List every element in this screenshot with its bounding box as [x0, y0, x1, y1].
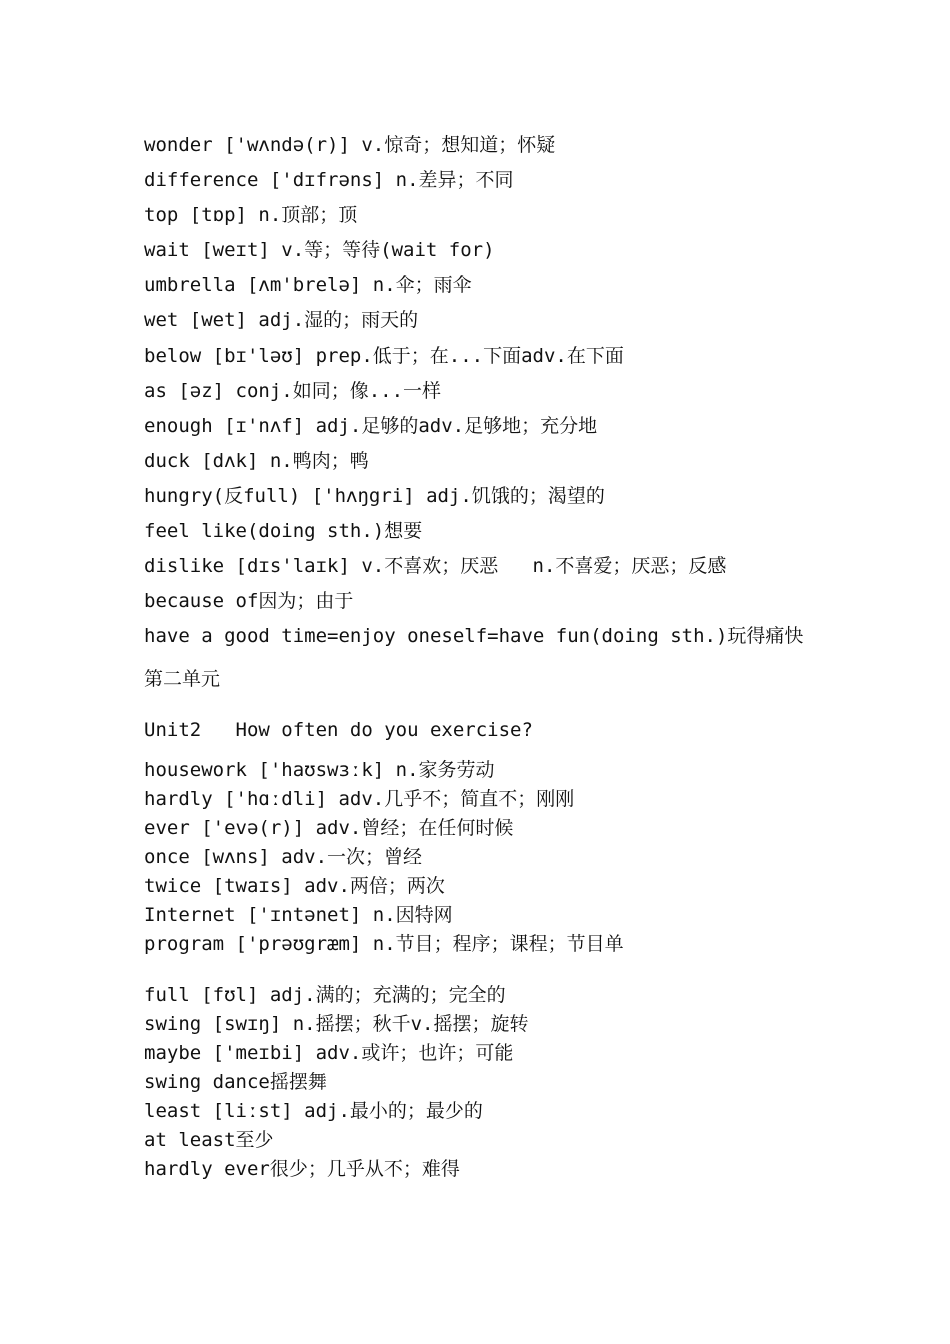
vocab-entry: have a good time=enjoy oneself=have fun(doing sth.)玩得痛快 [144, 625, 804, 648]
vocab-entry: as [əz] conj.如同；像...一样 [144, 379, 442, 402]
vocab-entry: feel like(doing sth.)想要 [144, 520, 423, 543]
vocab-entry: enough [ɪ'nʌf] adj.足够的adv.足够地；充分地 [144, 414, 598, 437]
unit-heading: 第二单元 [144, 668, 221, 691]
vocabulary-section-unit2-part2 [144, 981, 924, 1184]
vocab-entry: umbrella [ʌm'brelə] n.伞；雨伞 [144, 274, 472, 297]
vocab-entry: wonder ['wʌndə(r)] v.惊奇；想知道；怀疑 [144, 134, 556, 156]
vocab-entry: program ['prəʊgræm] n.节目；程序；课程；节目单 [144, 933, 624, 956]
vocab-entry: least [liːst] adj.最小的；最少的 [144, 1100, 483, 1123]
vocab-entry: hardly ['hɑːdli] adv.几乎不；简直不；刚刚 [144, 788, 575, 811]
vocab-entry: dislike [dɪs'laɪk] v.不喜欢；厌恶 n.不喜爱；厌恶；反感 [144, 555, 727, 578]
vocab-entry: Internet ['ɪntənet] n.因特网 [144, 904, 453, 927]
vocab-entry: twice [twaɪs] adv.两倍；两次 [144, 875, 445, 898]
vocab-entry: maybe ['meɪbi] adv.或许；也许；可能 [144, 1042, 514, 1065]
vocab-entry: housework ['haʊswɜːk] n.家务劳动 [144, 759, 495, 782]
vocab-entry: at least至少 [144, 1129, 274, 1152]
vocab-entry: top [tɒp] n.顶部；顶 [144, 204, 358, 227]
unit-title: Unit2 How often do you exercise? [144, 719, 533, 742]
vocab-entry: full [fʊl] adj.满的；充满的；完全的 [144, 984, 506, 1007]
vocab-entry: difference ['dɪfrəns] n.差异；不同 [144, 169, 514, 192]
vocab-entry: wet [wet] adj.湿的；雨天的 [144, 309, 419, 332]
vocabulary-section-unit2-part1 [144, 756, 924, 959]
vocab-entry: because of因为；由于 [144, 590, 354, 613]
paragraph-gap [144, 959, 924, 981]
vocab-entry: once [wʌns] adv.一次；曾经 [144, 846, 423, 869]
vocab-entry: wait [weɪt] v.等；等待(wait for) [144, 239, 495, 262]
vocabulary-section-unit1 [144, 128, 924, 654]
document-page [144, 128, 924, 1184]
vocab-entry: hungry(反full) ['hʌŋgri] adj.饥饿的；渴望的 [144, 484, 605, 507]
vocab-entry: below [bɪ'ləʊ] prep.低于；在...下面adv.在下面 [144, 344, 624, 367]
vocab-entry: ever ['evə(r)] adv.曾经；在任何时候 [144, 817, 514, 840]
vocab-entry: hardly ever很少；几乎从不；难得 [144, 1158, 460, 1181]
vocab-entry: swing dance摇摆舞 [144, 1071, 327, 1094]
vocab-entry: swing [swɪŋ] n.摇摆；秋千v.摇摆；旋转 [144, 1013, 529, 1036]
vocab-entry: duck [dʌk] n.鸭肉；鸭 [144, 449, 369, 472]
